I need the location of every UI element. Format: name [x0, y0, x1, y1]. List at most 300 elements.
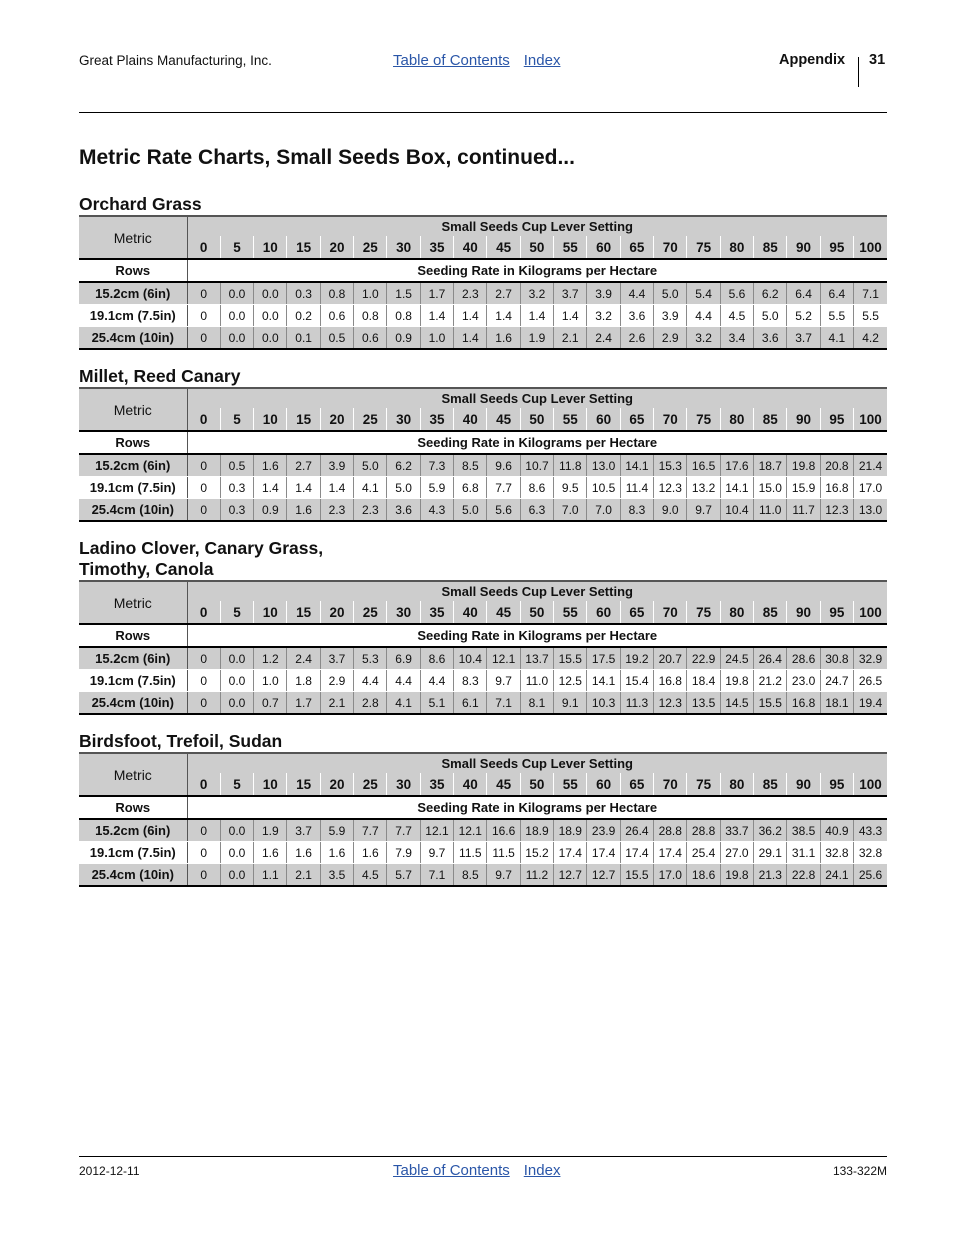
lever-setting: 60: [587, 408, 620, 431]
rate-cell: 8.5: [454, 864, 487, 887]
rate-cell: 5.7: [387, 864, 420, 887]
rate-cell: 3.9: [654, 305, 687, 327]
rate-cell: 8.5: [454, 454, 487, 477]
header-row: [79, 216, 887, 236]
page-number: 31: [869, 52, 886, 68]
lever-setting: 10: [254, 773, 287, 796]
metric-label: Metric: [79, 581, 187, 624]
rate-cell: 2.7: [287, 454, 320, 477]
rate-cell: 1.6: [254, 454, 287, 477]
rate-cell: 0.0: [220, 327, 253, 350]
rate-cell: 11.7: [787, 499, 820, 522]
table-row: [79, 670, 887, 692]
row-spacing-label: 19.1cm (7.5in): [79, 670, 187, 692]
cup-setting-label: Small Seeds Cup Lever Setting: [187, 216, 887, 236]
rate-cell: 19.8: [720, 670, 753, 692]
table-row: [79, 819, 887, 842]
rate-cell: 18.4: [687, 670, 720, 692]
lever-setting: 15: [287, 773, 320, 796]
rate-cell: 13.7: [520, 647, 553, 670]
rate-cell: 12.1: [487, 647, 520, 670]
lever-setting: 50: [520, 773, 553, 796]
header-row: [79, 388, 887, 408]
footer-toc-link[interactable]: Table of Contents: [393, 1162, 510, 1179]
rate-cell: 3.4: [720, 327, 753, 350]
rate-cell: 9.1: [554, 692, 587, 715]
rate-cell: 5.9: [320, 819, 353, 842]
chart-title: Millet, Reed Canary: [79, 366, 241, 386]
lever-setting: 45: [487, 773, 520, 796]
rate-cell: 21.2: [754, 670, 787, 692]
rate-cell: 19.8: [787, 454, 820, 477]
rate-cell: 6.4: [787, 282, 820, 305]
rate-cell: 0.0: [254, 327, 287, 350]
rate-cell: 1.6: [487, 327, 520, 350]
rate-cell: 3.7: [554, 282, 587, 305]
rate-cell: 18.9: [520, 819, 553, 842]
chart-title: Ladino Clover, Canary Grass,: [79, 538, 324, 558]
rate-cell: 2.1: [320, 692, 353, 715]
rate-cell: 32.8: [854, 842, 887, 864]
rate-cell: 0.8: [320, 282, 353, 305]
rate-cell: 8.6: [520, 477, 553, 499]
table-row: [79, 864, 887, 887]
rate-cell: 0.9: [387, 327, 420, 350]
rate-cell: 23.0: [787, 670, 820, 692]
rate-cell: 9.0: [654, 499, 687, 522]
footer-index-link[interactable]: Index: [523, 1162, 561, 1179]
rate-cell: 0.0: [254, 282, 287, 305]
rate-cell: 11.4: [620, 477, 653, 499]
rate-cell: 14.5: [720, 692, 753, 715]
rate-cell: 0.2: [287, 305, 320, 327]
rate-cell: 17.0: [854, 477, 887, 499]
page-title: Metric Rate Charts, Small Seeds Box, continued...: [79, 146, 575, 169]
lever-setting: 60: [587, 773, 620, 796]
lever-setting: 0: [187, 236, 220, 259]
rate-cell: 5.3: [354, 647, 387, 670]
rate-cell: 17.4: [654, 842, 687, 864]
rate-cell: 15.9: [787, 477, 820, 499]
rate-cell: 33.7: [720, 819, 753, 842]
table-row: [79, 647, 887, 670]
rate-cell: 22.9: [687, 647, 720, 670]
rate-cell: 0: [187, 327, 220, 350]
rate-cell: 16.6: [487, 819, 520, 842]
rate-cell: 3.6: [387, 499, 420, 522]
table-row: [79, 842, 887, 864]
rate-cell: 2.1: [287, 864, 320, 887]
rate-cell: 4.4: [620, 282, 653, 305]
lever-setting: 30: [387, 236, 420, 259]
seeding-rate-label: Seeding Rate in Kilograms per Hectare: [187, 259, 887, 282]
rate-cell: 13.0: [854, 499, 887, 522]
table-row: [79, 327, 887, 350]
rate-cell: 3.7: [320, 647, 353, 670]
lever-setting: 80: [720, 408, 753, 431]
lever-setting: 75: [687, 601, 720, 624]
lever-setting: 80: [720, 236, 753, 259]
rate-cell: 16.8: [654, 670, 687, 692]
rate-cell: 0: [187, 499, 220, 522]
rate-cell: 0: [187, 454, 220, 477]
lever-setting: 25: [354, 773, 387, 796]
rate-cell: 2.7: [487, 282, 520, 305]
rate-cell: 2.8: [354, 692, 387, 715]
rate-cell: 4.1: [387, 692, 420, 715]
rate-cell: 1.1: [254, 864, 287, 887]
lever-setting: 85: [754, 773, 787, 796]
rate-cell: 0.0: [220, 692, 253, 715]
rate-cell: 1.6: [287, 499, 320, 522]
rate-cell: 12.3: [654, 477, 687, 499]
header-index-link[interactable]: Index: [523, 52, 561, 69]
rate-cell: 1.6: [354, 842, 387, 864]
lever-setting: 80: [720, 773, 753, 796]
rate-cell: 2.3: [454, 282, 487, 305]
rate-cell: 2.9: [320, 670, 353, 692]
rate-cell: 9.7: [420, 842, 453, 864]
rate-cell: 40.9: [820, 819, 853, 842]
lever-setting: 40: [454, 408, 487, 431]
rate-cell: 15.5: [754, 692, 787, 715]
rate-cell: 0.5: [220, 454, 253, 477]
lever-setting: 65: [620, 236, 653, 259]
table-row: [79, 282, 887, 305]
lever-setting: 55: [554, 773, 587, 796]
lever-setting: 35: [420, 236, 453, 259]
row-spacing-label: 25.4cm (10in): [79, 327, 187, 350]
rate-cell: 5.9: [420, 477, 453, 499]
rate-cell: 11.0: [520, 670, 553, 692]
rate-cell: 7.9: [387, 842, 420, 864]
lever-setting: 100: [854, 408, 887, 431]
rate-table: [79, 387, 887, 522]
rate-cell: 15.5: [554, 647, 587, 670]
lever-setting: 30: [387, 408, 420, 431]
rate-cell: 16.8: [787, 692, 820, 715]
footer-nav: [393, 1162, 574, 1179]
rate-cell: 0.1: [287, 327, 320, 350]
cup-setting-label: Small Seeds Cup Lever Setting: [187, 388, 887, 408]
lever-setting: 10: [254, 236, 287, 259]
rate-cell: 6.2: [754, 282, 787, 305]
rate-cell: 1.6: [287, 842, 320, 864]
rate-cell: 10.5: [587, 477, 620, 499]
lever-setting: 90: [787, 236, 820, 259]
rate-cell: 22.8: [787, 864, 820, 887]
rate-cell: 1.4: [487, 305, 520, 327]
lever-setting: 100: [854, 601, 887, 624]
lever-setting: 5: [220, 601, 253, 624]
rate-cell: 6.1: [454, 692, 487, 715]
row-spacing-label: 25.4cm (10in): [79, 499, 187, 522]
rate-cell: 6.9: [387, 647, 420, 670]
lever-setting: 10: [254, 408, 287, 431]
lever-setting: 90: [787, 408, 820, 431]
rate-cell: 0: [187, 647, 220, 670]
row-spacing-label: 15.2cm (6in): [79, 282, 187, 305]
rate-cell: 1.2: [254, 647, 287, 670]
row-spacing-label: 15.2cm (6in): [79, 819, 187, 842]
lever-setting: 60: [587, 236, 620, 259]
rate-cell: 15.2: [520, 842, 553, 864]
rate-cell: 18.6: [687, 864, 720, 887]
rate-cell: 17.6: [720, 454, 753, 477]
rate-cell: 1.7: [287, 692, 320, 715]
rate-cell: 9.7: [687, 499, 720, 522]
section-name: Appendix: [779, 52, 846, 68]
subheader-row: [79, 796, 887, 819]
rate-cell: 2.1: [554, 327, 587, 350]
lever-setting: 55: [554, 408, 587, 431]
rate-cell: 29.1: [754, 842, 787, 864]
rate-cell: 13.0: [587, 454, 620, 477]
rate-cell: 0.5: [320, 327, 353, 350]
chart-title: Birdsfoot, Trefoil, Sudan: [79, 731, 283, 751]
rate-cell: 26.4: [754, 647, 787, 670]
rate-cell: 17.4: [554, 842, 587, 864]
rate-cell: 0: [187, 282, 220, 305]
rate-cell: 5.0: [387, 477, 420, 499]
rate-cell: 3.5: [320, 864, 353, 887]
rows-label: Rows: [79, 796, 187, 819]
rate-cell: 28.8: [654, 819, 687, 842]
header-divider: [858, 57, 859, 87]
lever-setting: 75: [687, 773, 720, 796]
chart-millet-reed-canary: [79, 366, 887, 522]
rate-cell: 15.3: [654, 454, 687, 477]
lever-setting: 0: [187, 408, 220, 431]
rate-cell: 12.3: [654, 692, 687, 715]
rate-cell: 6.2: [387, 454, 420, 477]
rate-cell: 0: [187, 842, 220, 864]
subheader-row: [79, 624, 887, 647]
rate-cell: 5.0: [654, 282, 687, 305]
lever-setting: 95: [820, 773, 853, 796]
rate-cell: 5.0: [454, 499, 487, 522]
lever-setting: 40: [454, 773, 487, 796]
rate-cell: 10.3: [587, 692, 620, 715]
rate-cell: 0: [187, 819, 220, 842]
rate-cell: 3.6: [754, 327, 787, 350]
rate-cell: 15.4: [620, 670, 653, 692]
rate-cell: 8.6: [420, 647, 453, 670]
rate-cell: 1.4: [320, 477, 353, 499]
subheader-row: [79, 259, 887, 282]
lever-setting: 45: [487, 236, 520, 259]
table-row: [79, 692, 887, 715]
rate-cell: 8.3: [620, 499, 653, 522]
rate-table: [79, 580, 887, 715]
rate-cell: 4.1: [820, 327, 853, 350]
rate-cell: 15.0: [754, 477, 787, 499]
rate-cell: 1.8: [287, 670, 320, 692]
lever-setting: 30: [387, 773, 420, 796]
rate-cell: 0: [187, 864, 220, 887]
cup-setting-label: Small Seeds Cup Lever Setting: [187, 581, 887, 601]
rate-cell: 21.3: [754, 864, 787, 887]
lever-setting: 40: [454, 601, 487, 624]
rate-cell: 10.4: [454, 647, 487, 670]
rate-cell: 24.1: [820, 864, 853, 887]
rate-cell: 23.9: [587, 819, 620, 842]
rate-cell: 24.7: [820, 670, 853, 692]
lever-setting: 85: [754, 408, 787, 431]
rate-cell: 11.8: [554, 454, 587, 477]
rate-cell: 3.7: [787, 327, 820, 350]
lever-setting: 85: [754, 236, 787, 259]
rate-cell: 1.0: [420, 327, 453, 350]
lever-setting: 55: [554, 236, 587, 259]
row-spacing-label: 19.1cm (7.5in): [79, 842, 187, 864]
lever-setting: 70: [654, 236, 687, 259]
row-spacing-label: 25.4cm (10in): [79, 692, 187, 715]
rate-cell: 7.1: [420, 864, 453, 887]
rate-cell: 1.4: [454, 327, 487, 350]
rate-cell: 1.4: [420, 305, 453, 327]
rate-cell: 0.8: [354, 305, 387, 327]
lever-setting-row: [79, 601, 887, 624]
rate-cell: 0.0: [220, 305, 253, 327]
rate-cell: 3.9: [320, 454, 353, 477]
lever-setting: 20: [320, 408, 353, 431]
rate-cell: 36.2: [754, 819, 787, 842]
lever-setting: 90: [787, 601, 820, 624]
lever-setting-row: [79, 408, 887, 431]
rate-cell: 8.1: [520, 692, 553, 715]
rate-cell: 1.9: [254, 819, 287, 842]
rate-cell: 7.7: [354, 819, 387, 842]
rate-cell: 1.6: [320, 842, 353, 864]
cup-setting-label: Small Seeds Cup Lever Setting: [187, 753, 887, 773]
metric-label: Metric: [79, 216, 187, 259]
lever-setting: 70: [654, 408, 687, 431]
lever-setting: 50: [520, 408, 553, 431]
seeding-rate-label: Seeding Rate in Kilograms per Hectare: [187, 796, 887, 819]
rate-cell: 0: [187, 692, 220, 715]
lever-setting: 75: [687, 408, 720, 431]
rate-cell: 0.0: [220, 282, 253, 305]
lever-setting: 55: [554, 601, 587, 624]
metric-label: Metric: [79, 753, 187, 796]
lever-setting: 35: [420, 773, 453, 796]
rate-cell: 0.0: [220, 670, 253, 692]
lever-setting: 5: [220, 773, 253, 796]
lever-setting-row: [79, 236, 887, 259]
rate-cell: 4.4: [387, 670, 420, 692]
rate-cell: 19.8: [720, 864, 753, 887]
rate-cell: 0.3: [220, 477, 253, 499]
rate-cell: 3.2: [687, 327, 720, 350]
header-nav: [393, 52, 574, 69]
table-row: [79, 305, 887, 327]
lever-setting: 70: [654, 601, 687, 624]
rate-cell: 11.2: [520, 864, 553, 887]
lever-setting: 50: [520, 236, 553, 259]
rate-cell: 0.6: [320, 305, 353, 327]
rate-cell: 1.0: [354, 282, 387, 305]
seeding-rate-label: Seeding Rate in Kilograms per Hectare: [187, 431, 887, 454]
header-toc-link[interactable]: Table of Contents: [393, 52, 510, 69]
rate-cell: 5.0: [754, 305, 787, 327]
rate-cell: 2.6: [620, 327, 653, 350]
lever-setting: 80: [720, 601, 753, 624]
lever-setting: 45: [487, 408, 520, 431]
rate-cell: 8.3: [454, 670, 487, 692]
footer-date: 2012-12-11: [79, 1164, 140, 1178]
rate-cell: 11.3: [620, 692, 653, 715]
lever-setting: 45: [487, 601, 520, 624]
rate-cell: 0.6: [354, 327, 387, 350]
lever-setting: 5: [220, 408, 253, 431]
rows-label: Rows: [79, 431, 187, 454]
chart-birdsfoot-trefoil-sudan: [79, 731, 887, 887]
rate-cell: 13.2: [687, 477, 720, 499]
doc-number: 133-322M: [832, 1164, 887, 1178]
rate-cell: 14.1: [620, 454, 653, 477]
rate-cell: 0: [187, 477, 220, 499]
rate-cell: 3.2: [520, 282, 553, 305]
chart-title-line2: Timothy, Canola: [79, 559, 214, 579]
rate-cell: 12.5: [554, 670, 587, 692]
rate-cell: 7.7: [387, 819, 420, 842]
rate-cell: 12.3: [820, 499, 853, 522]
rate-cell: 4.2: [854, 327, 887, 350]
rate-cell: 5.4: [687, 282, 720, 305]
rows-label: Rows: [79, 259, 187, 282]
rate-cell: 1.4: [554, 305, 587, 327]
lever-setting: 95: [820, 601, 853, 624]
rate-cell: 12.1: [454, 819, 487, 842]
rate-cell: 0.0: [254, 305, 287, 327]
rate-cell: 6.8: [454, 477, 487, 499]
lever-setting: 35: [420, 408, 453, 431]
rate-cell: 18.1: [820, 692, 853, 715]
seeding-rate-label: Seeding Rate in Kilograms per Hectare: [187, 624, 887, 647]
rate-cell: 4.3: [420, 499, 453, 522]
rate-cell: 5.5: [820, 305, 853, 327]
rate-cell: 10.4: [720, 499, 753, 522]
lever-setting: 15: [287, 236, 320, 259]
lever-setting: 20: [320, 601, 353, 624]
rate-cell: 2.4: [287, 647, 320, 670]
rate-cell: 1.7: [420, 282, 453, 305]
lever-setting: 90: [787, 773, 820, 796]
rate-cell: 5.6: [720, 282, 753, 305]
lever-setting: 0: [187, 773, 220, 796]
rate-cell: 3.9: [587, 282, 620, 305]
rate-cell: 0.9: [254, 499, 287, 522]
header-row: [79, 581, 887, 601]
rate-cell: 20.7: [654, 647, 687, 670]
rate-cell: 27.0: [720, 842, 753, 864]
rate-cell: 18.9: [554, 819, 587, 842]
rate-cell: 5.1: [420, 692, 453, 715]
rows-label: Rows: [79, 624, 187, 647]
rate-cell: 9.7: [487, 864, 520, 887]
metric-label: Metric: [79, 388, 187, 431]
rate-cell: 9.6: [487, 454, 520, 477]
rate-cell: 20.8: [820, 454, 853, 477]
rate-cell: 2.9: [654, 327, 687, 350]
lever-setting: 75: [687, 236, 720, 259]
rate-cell: 16.5: [687, 454, 720, 477]
rate-cell: 25.4: [687, 842, 720, 864]
rate-cell: 11.0: [754, 499, 787, 522]
footer-rule: [79, 1156, 887, 1157]
rate-cell: 3.2: [587, 305, 620, 327]
